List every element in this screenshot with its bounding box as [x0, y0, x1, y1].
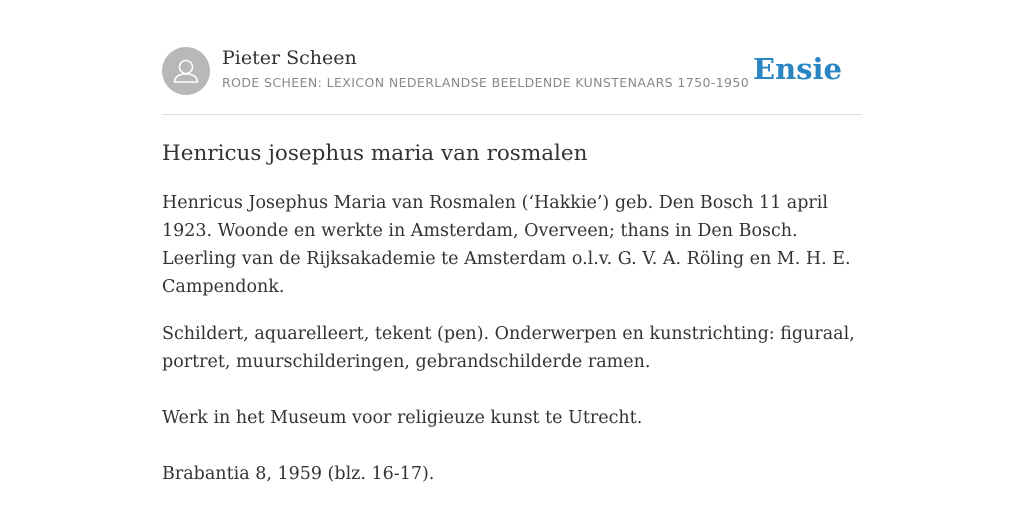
entry-body [162, 189, 862, 488]
source-title[interactable]: RODE SCHEEN: LEXICON NEDERLANDSE BEELDENDE KUNSTENAARS 1750-1950 [222, 75, 750, 90]
entry-header [162, 44, 862, 115]
brand-logo[interactable]: Ensie [753, 52, 842, 86]
entry-card [162, 44, 862, 507]
entry-title: Henricus josephus maria van rosmalen [162, 141, 588, 166]
author-avatar[interactable] [162, 47, 210, 95]
user-icon [162, 47, 210, 95]
body-paragraph: Schildert, aquarelleert, tekent (pen). Onderwerpen en kunstrichting: figuraal, portret, muurschilderingen, gebrandschilderde ramen. Werk in het Museum voor religieuze kunst te Utrecht. Brabantia 8, 1959 (blz. 16-17). [162, 324, 855, 484]
body-paragraph: Henricus Josephus Maria van Rosmalen (‘Hakkie’) geb. Den Bosch 11 april 1923. Woonde en werkte in Amsterdam, Overveen; thans in Den Bosch. Leerling van de Rijksakademie te Amsterdam o.l.v. G. V. A. Röling en M. H. E. Campendonk. [162, 193, 851, 297]
author-name[interactable]: Pieter Scheen [222, 47, 357, 69]
